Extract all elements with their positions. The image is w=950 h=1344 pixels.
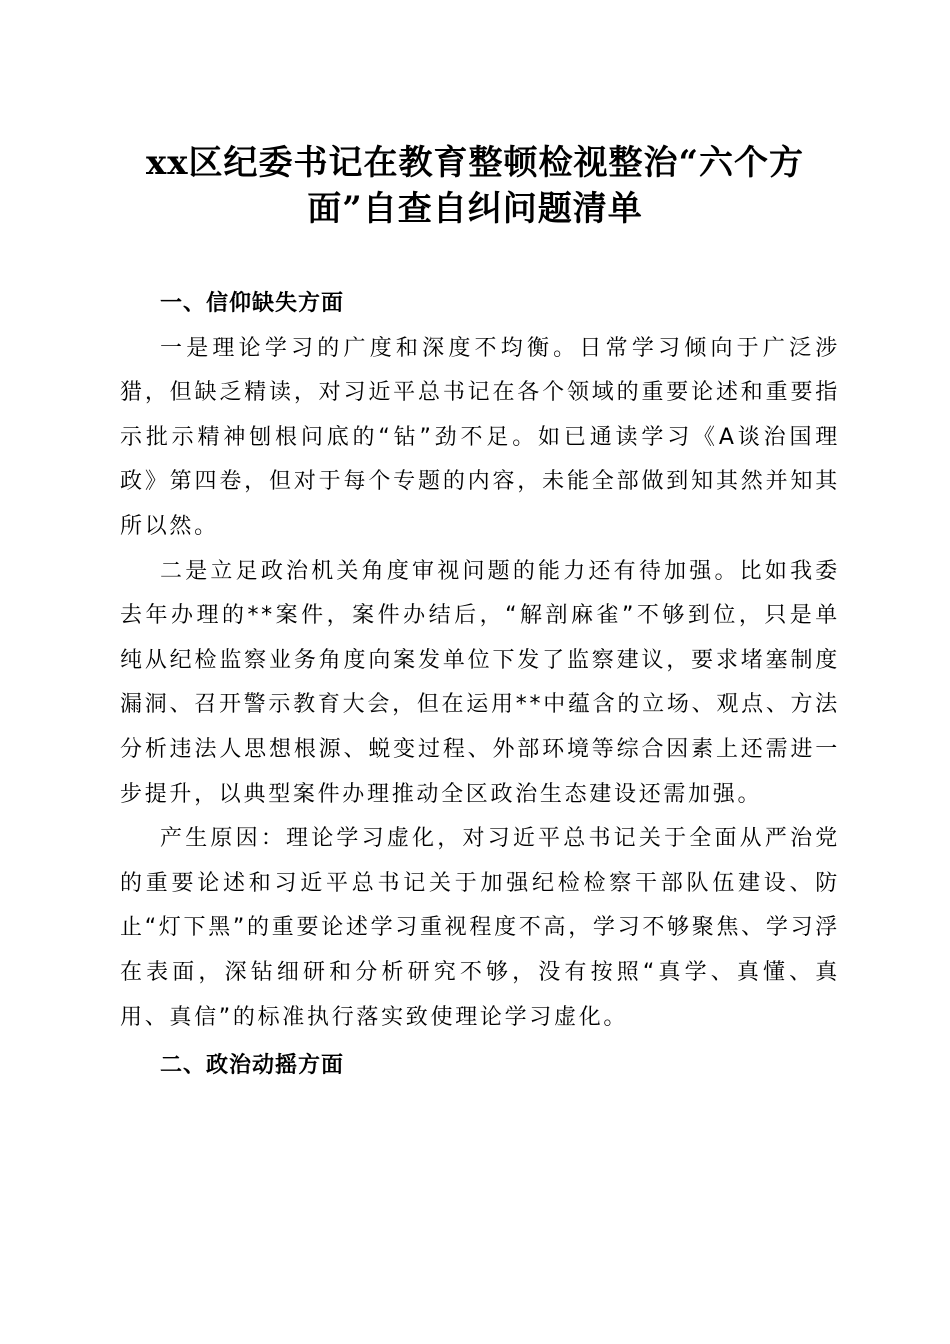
paragraph-2: 二是立足政治机关角度审视问题的能力还有待加强。比如我委去年办理的**案件，案件办结后，“解剖麻雀”不够到位，只是单纯从纪检监察业务角度向案发单位下发了监察建议，要求堵塞制度漏洞、召开警示教育大会，但在运用**中蕴含的立场、观点、方法分析违法人思想根源、蜕变过程、外部环境等综合因素上还需进一步提升，以典型案件办理推动全区政治生态建设还需加强。: [120, 558, 840, 807]
paragraph-1: 一是理论学习的广度和深度不均衡。日常学习倾向于广泛涉猎，但缺乏精读，对习近平总书记在各个领域的重要论述和重要指示批示精神刨根问底的“钻”劲不足。如已通读学习《A谈治国理政》第四卷，但对于每个专题的内容，未能全部做到知其然并知其所以然。: [120, 335, 840, 539]
title-line-1: xx区纪委书记在教育整顿检视整治“六个方: [145, 143, 805, 183]
section-heading-1: 一、信仰缺失方面: [160, 291, 345, 316]
section-heading-2: 二、政治动摇方面: [160, 1053, 345, 1079]
document-body: [120, 282, 840, 1089]
paragraph-3: 产生原因：理论学习虚化，对习近平总书记关于全面从严治党的重要论述和习近平总书记关于加强纪检检察干部队伍建设、防止“灯下黑”的重要论述学习重视程度不高，学习不够聚焦、学习浮在表面，深钻细研和分析研究不够，没有按照“真学、真懂、真用、真信”的标准执行落实致使理论学习虚化。: [120, 826, 840, 1030]
title-line-2: 面”自查自纠问题清单: [307, 189, 643, 229]
document-title: [100, 140, 850, 232]
